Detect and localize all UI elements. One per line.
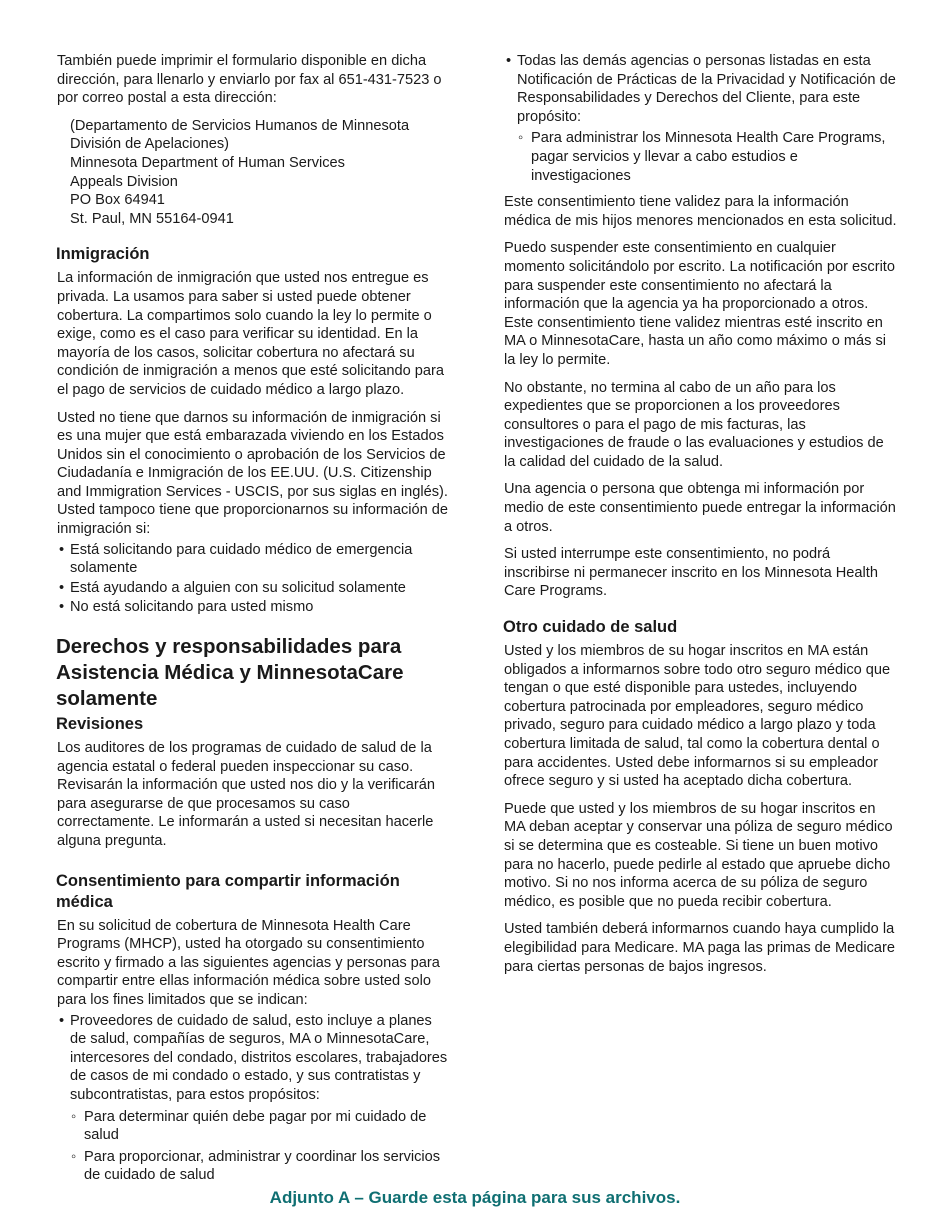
reviews-heading: Revisiones: [56, 715, 144, 734]
list-item-text: Todas las demás agencias o personas listadas en esta Notificación de Prácticas de la Privacidad y Notificación de Responsabilidades y Derechos del Cliente, para este propósito:: [517, 53, 896, 125]
consent-suspend-paragraph: Puedo suspender este consentimiento en cualquier momento solicitándolo por escrito. La notificación por escrito para suspender este consentimiento no afectará la información que la agencia ya ha proporcionado a otros. Este consentimiento tiene validez mientras esté inscrito en MA o MinnesotaCare, hasta un año como máximo o más si la ley lo permite.: [504, 240, 895, 368]
list-item: • Está ayudando a alguien con su solicitud solamente: [57, 579, 449, 598]
address-line: División de Apelaciones): [70, 136, 229, 153]
address-line: Minnesota Department of Human Services: [70, 154, 345, 171]
list-item: • No está solicitando para usted mismo: [57, 598, 449, 617]
address-line: (Departamento de Servicios Humanos de Minnesota: [70, 117, 410, 134]
consent-list: [57, 1012, 449, 1185]
other-care-heading: Otro cuidado de salud: [503, 618, 678, 637]
address-line: St. Paul, MN 55164-0941: [70, 210, 234, 227]
rights-heading: Derechos y responsabilidades para Asistencia Médica y MinnesotaCare solamente: [56, 635, 404, 711]
consent-list-continued: [504, 52, 898, 185]
list-item: • Está solicitando para cuidado médico de emergencia solamente: [57, 541, 449, 578]
address-line: PO Box 64941: [70, 192, 165, 209]
other-care-paragraph: Puede que usted y los miembros de su hogar inscritos en MA deban aceptar y conservar una póliza de seguro médico si se determina que es costeable. Si tiene un buen motivo para no hacerlo, puede pedirle al estado que apruebe dicho motivo. Si no nos informa acerca de su póliza de seguro médico, es posible que no pueda recibir cobertura.: [504, 800, 893, 910]
other-care-paragraph: Usted y los miembros de su hogar inscritos en MA están obligados a informarnos sobre todo otro seguro médico que tengan o que esté disponible para ustedes, incluyendo cobertura patrocinada por empleadores, seguro médico privado, seguro para cuidado médico a largo plazo y toda cobertura limitada de salud, tal como la cobertura dental o para accidentes. Usted debe informarnos si su empleador ofrece seguro y si usted ha aceptado dicha cobertura.: [504, 643, 891, 790]
reviews-paragraph: Los auditores de los programas de cuidado de salud de la agencia estatal o federal pueden inspeccionar su caso. Revisarán la información que usted nos dio y la verificarán para asegurarse de que procesamos su caso correctamente. Le informarán a usted si necesitan hacerle alguna pregunta.: [57, 740, 436, 849]
consent-heading: Consentimiento para compartir información médica: [56, 871, 400, 911]
consent-share-paragraph: Una agencia o persona que obtenga mi información por medio de este consentimiento puede entregar la información a otros.: [504, 481, 896, 535]
consent-interrupt-paragraph: Si usted interrumpe este consentimiento, no podrá inscribirse ni permanecer inscrito en los Minnesota Health Care Programs.: [504, 546, 878, 600]
immigration-paragraph: Usted no tiene que darnos su información de inmigración si es una mujer que está embarazada viviendo en los Estados Unidos sin el conocimiento o aprobación de los Servicios de Ciudadanía e Inmigración de los EE.UU. (U.S. Citizenship and Immigration Services - USCIS, por sus siglas en inglés). Usted tampoco tiene que proporcionarnos su información de inmigración si:: [57, 409, 449, 538]
consent-validity-paragraph: Este consentimiento tiene validez para la información médica de mis hijos menores mencionados en esta solicitud.: [504, 194, 897, 229]
consent-sublist: [70, 1108, 449, 1185]
other-care-paragraph: Usted también deberá informarnos cuando haya cumplido la elegibilidad para Medicare. MA paga las primas de Medicare para ciertas personas de bajos ingresos.: [504, 921, 895, 975]
address-line: Appeals Division: [70, 173, 178, 190]
sub-list-item: ◦ Para proporcionar, administrar y coordinar los servicios de cuidado de salud: [70, 1148, 449, 1185]
sub-list-item: ◦ Para determinar quién debe pagar por mi cuidado de salud: [70, 1108, 449, 1145]
left-column: [57, 52, 449, 1194]
list-item: [504, 52, 898, 185]
list-item: [57, 1012, 449, 1185]
mailing-address: [70, 117, 449, 229]
list-item-text: Proveedores de cuidado de salud, esto incluye a planes de salud, compañías de seguros, MA o MinnesotaCare, intercesores del condado, distritos escolares, trabajadores de casos de mi condado o estado, y sus contratistas y subcontratistas, para estos propósitos:: [70, 1012, 448, 1103]
consent-term-paragraph: No obstante, no termina al cabo de un año para los expedientes que se proporcionen a los proveedores consultores o para el pago de mis facturas, las investigaciones de fraude o las evaluaciones y estudios de la calidad del cuidado de la salud.: [504, 379, 884, 470]
intro-paragraph: También puede imprimir el formulario disponible en dicha dirección, para llenarlo y enviarlo por fax al 651-431-7523 o por correo postal a esta dirección:: [57, 53, 442, 107]
consent-paragraph: En su solicitud de cobertura de Minnesota Health Care Programs (MHCP), usted ha otorgado su consentimiento escrito y firmado a las siguientes agencias y personas para compartir entre ellas información médica sobre usted solo para los fines limitados que se indican:: [57, 917, 440, 1008]
page-footer: Adjunto A – Guarde esta página para sus archivos.: [269, 1188, 681, 1207]
sub-list-item: ◦ Para administrar los Minnesota Health Care Programs, pagar servicios y llevar a cabo estudios e investigaciones: [517, 129, 898, 185]
immigration-exceptions-list: [57, 541, 449, 617]
right-column: [504, 52, 898, 985]
immigration-heading: Inmigración: [56, 245, 150, 264]
immigration-paragraph: La información de inmigración que usted nos entregue es privada. La usamos para saber si usted puede obtener cobertura. La compartimos solo cuando la ley lo permite o exige, como es el caso para verificar su identidad. En la mayoría de los casos, solicitar cobertura no afectará su condición de inmigración a menos que esté solicitando para el pago de servicios de cuidado médico a largo plazo.: [57, 270, 444, 398]
consent-sublist: [517, 129, 898, 185]
